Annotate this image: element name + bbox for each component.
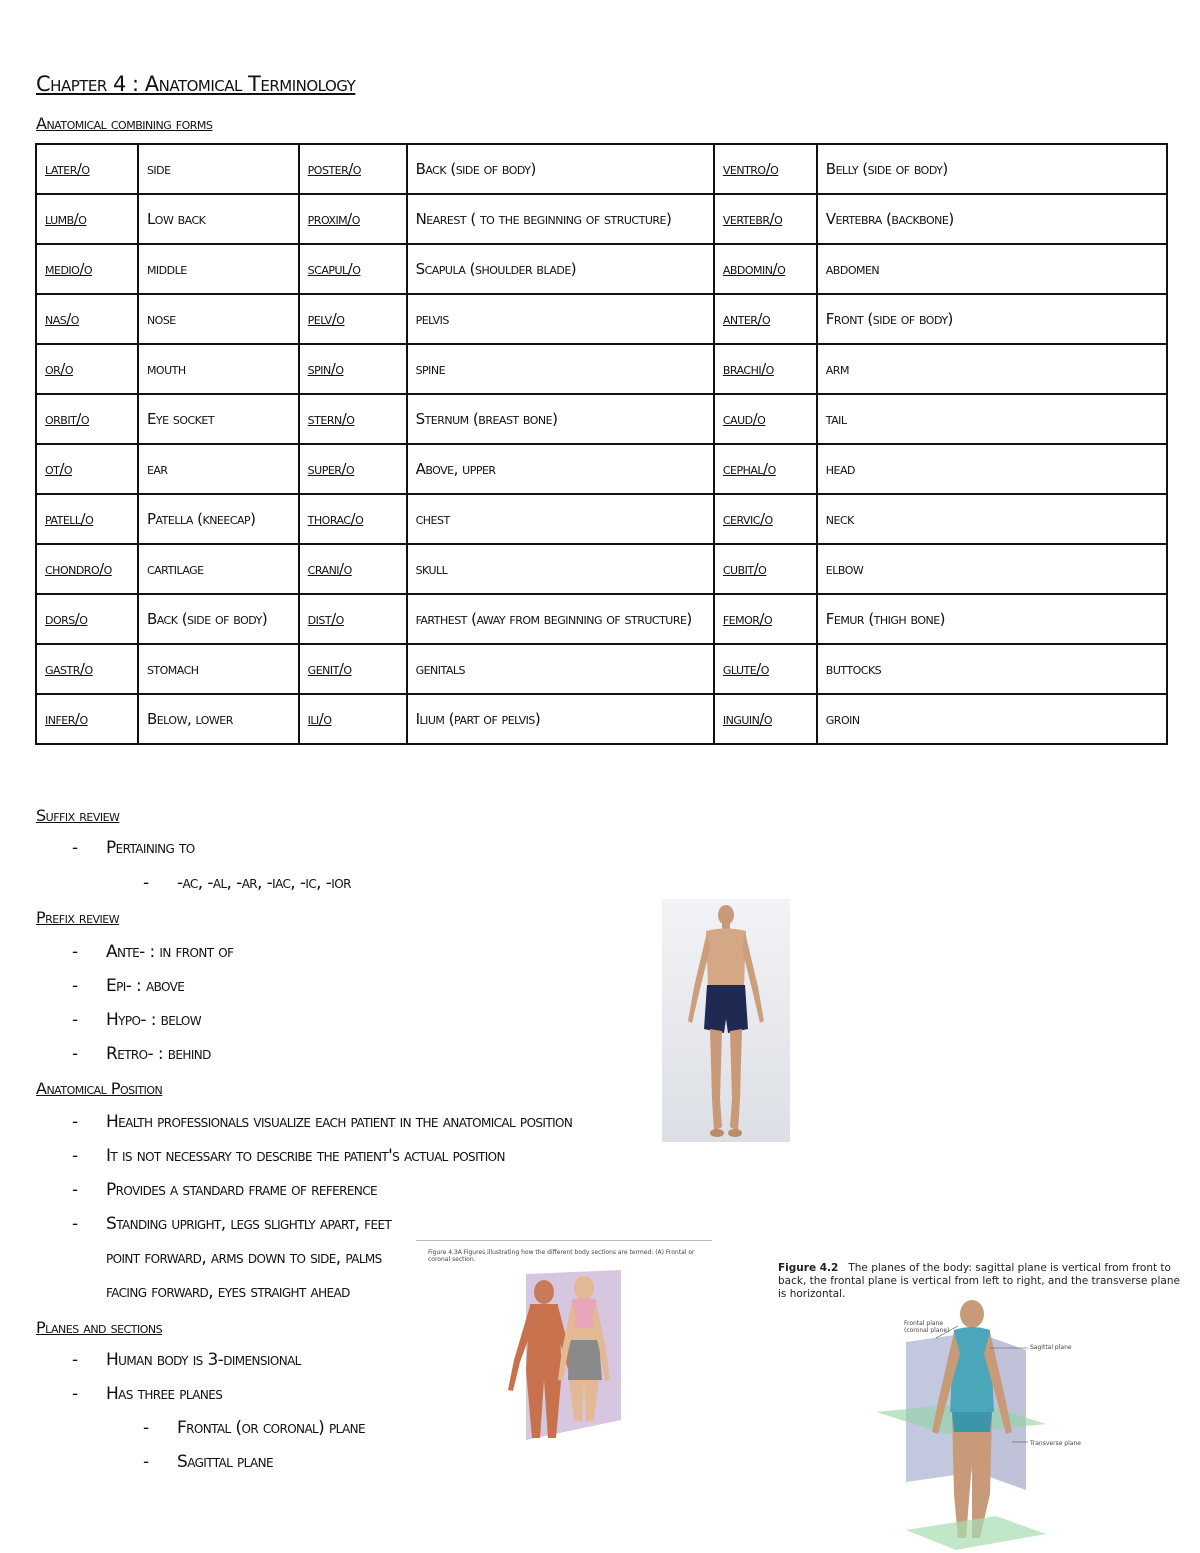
- anatomical-position-photo: [662, 899, 790, 1142]
- combining-form-cell: dors/o: [36, 594, 138, 644]
- combining-form-cell: ili/o: [299, 694, 407, 744]
- meaning-cell: Back (side of body): [138, 594, 299, 644]
- combining-form-cell: infer/o: [36, 694, 138, 744]
- suffix-item: Pertaining to: [106, 838, 195, 858]
- combining-form-cell: inguin/o: [714, 694, 817, 744]
- figure-4-2: [776, 1262, 1190, 1552]
- combining-form-cell: scapul/o: [299, 244, 407, 294]
- combining-form-cell: pelv/o: [299, 294, 407, 344]
- meaning-cell: mouth: [138, 344, 299, 394]
- figure-4-3a-caption: Figure 4.3A Figures illustrating how the different body sections are termed: (A) Frontal or coronal section.: [428, 1249, 695, 1263]
- meaning-cell: abdomen: [817, 244, 1167, 294]
- frontal-section-illustration: [416, 1240, 714, 1455]
- table-row: [36, 344, 1167, 394]
- combining-form-cell: super/o: [299, 444, 407, 494]
- meaning-cell: head: [817, 444, 1167, 494]
- meaning-cell: buttocks: [817, 644, 1167, 694]
- table-row: [36, 694, 1167, 744]
- combining-form-cell: caud/o: [714, 394, 817, 444]
- combining-form-cell: cervic/o: [714, 494, 817, 544]
- meaning-cell: arm: [817, 344, 1167, 394]
- combining-form-cell: lumb/o: [36, 194, 138, 244]
- combining-form-cell: proxim/o: [299, 194, 407, 244]
- table-row: [36, 294, 1167, 344]
- combining-form-cell: poster/o: [299, 144, 407, 194]
- combining-form-cell: anter/o: [714, 294, 817, 344]
- meaning-cell: Ilium (part of pelvis): [407, 694, 714, 744]
- meaning-cell: nose: [138, 294, 299, 344]
- combining-form-cell: patell/o: [36, 494, 138, 544]
- combining-form-cell: genit/o: [299, 644, 407, 694]
- combining-form-cell: glute/o: [714, 644, 817, 694]
- transverse-plane-label: Transverse plane: [1030, 1440, 1081, 1447]
- meaning-cell: side: [138, 144, 299, 194]
- combining-form-cell: ot/o: [36, 444, 138, 494]
- meaning-cell: Front (side of body): [817, 294, 1167, 344]
- combining-form-cell: later/o: [36, 144, 138, 194]
- meaning-cell: farthest (away from beginning of structure): [407, 594, 714, 644]
- table-row: [36, 594, 1167, 644]
- meaning-cell: Femur (thigh bone): [817, 594, 1167, 644]
- combining-forms-table: [35, 143, 1168, 745]
- meaning-cell: Belly (side of body): [817, 144, 1167, 194]
- standing-man-illustration: [662, 899, 790, 1142]
- meaning-cell: stomach: [138, 644, 299, 694]
- sagittal-plane-label: Sagittal plane: [1030, 1344, 1072, 1351]
- meaning-cell: Back (side of body): [407, 144, 714, 194]
- meaning-cell: Sternum (breast bone): [407, 394, 714, 444]
- meaning-cell: Low back: [138, 194, 299, 244]
- combining-form-cell: cephal/o: [714, 444, 817, 494]
- meaning-cell: chest: [407, 494, 714, 544]
- combining-form-cell: medio/o: [36, 244, 138, 294]
- combining-form-cell: crani/o: [299, 544, 407, 594]
- table-row: [36, 194, 1167, 244]
- combining-form-cell: thorac/o: [299, 494, 407, 544]
- meaning-cell: Below, lower: [138, 694, 299, 744]
- suffix-subitem: -ac, -al, -ar, -iac, -ic, -ior: [177, 873, 351, 893]
- table-row: [36, 544, 1167, 594]
- table-row: [36, 444, 1167, 494]
- combining-form-cell: or/o: [36, 344, 138, 394]
- combining-form-cell: chondro/o: [36, 544, 138, 594]
- prefix-review-heading: Prefix review: [36, 908, 120, 927]
- combining-form-cell: dist/o: [299, 594, 407, 644]
- figure-4-2-label: Figure 4.2: [778, 1262, 839, 1274]
- meaning-cell: tail: [817, 394, 1167, 444]
- meaning-cell: spine: [407, 344, 714, 394]
- meaning-cell: groin: [817, 694, 1167, 744]
- combining-form-cell: spin/o: [299, 344, 407, 394]
- combining-form-cell: brachi/o: [714, 344, 817, 394]
- meaning-cell: elbow: [817, 544, 1167, 594]
- table-row: [36, 144, 1167, 194]
- figure-4-3a: [416, 1240, 714, 1455]
- meaning-cell: pelvis: [407, 294, 714, 344]
- combining-form-cell: ventro/o: [714, 144, 817, 194]
- combining-form-cell: nas/o: [36, 294, 138, 344]
- suffix-review-heading: Suffix review: [36, 806, 120, 825]
- combining-form-cell: femor/o: [714, 594, 817, 644]
- table-row: [36, 244, 1167, 294]
- meaning-cell: Eye socket: [138, 394, 299, 444]
- meaning-cell: middle: [138, 244, 299, 294]
- meaning-cell: Scapula (shoulder blade): [407, 244, 714, 294]
- combining-form-cell: cubit/o: [714, 544, 817, 594]
- table-row: [36, 644, 1167, 694]
- meaning-cell: Nearest ( to the beginning of structure): [407, 194, 714, 244]
- page-title: Chapter 4 : Anatomical Terminology: [36, 72, 356, 96]
- meaning-cell: genitals: [407, 644, 714, 694]
- meaning-cell: Above, upper: [407, 444, 714, 494]
- meaning-cell: neck: [817, 494, 1167, 544]
- combining-form-cell: gastr/o: [36, 644, 138, 694]
- table-row: [36, 494, 1167, 544]
- meaning-cell: Patella (kneecap): [138, 494, 299, 544]
- meaning-cell: cartilage: [138, 544, 299, 594]
- body-planes-illustration: [776, 1262, 1190, 1552]
- combining-form-cell: vertebr/o: [714, 194, 817, 244]
- table-row: [36, 394, 1167, 444]
- figure-4-2-caption: Figure 4.2 The planes of the body: sagittal plane is vertical from front to back, the frontal plane is vertical from left to right, and the transverse plane is horizontal.: [778, 1262, 1180, 1300]
- frontal-plane-label: Frontal plane (coronal plane): [904, 1320, 950, 1334]
- anatomical-position-heading: Anatomical Position: [36, 1079, 163, 1098]
- combining-forms-heading: Anatomical combining forms: [36, 114, 213, 133]
- meaning-cell: ear: [138, 444, 299, 494]
- combining-form-cell: stern/o: [299, 394, 407, 444]
- planes-heading: Planes and sections: [36, 1318, 163, 1337]
- meaning-cell: skull: [407, 544, 714, 594]
- combining-form-cell: orbit/o: [36, 394, 138, 444]
- meaning-cell: Vertebra (backbone): [817, 194, 1167, 244]
- combining-form-cell: abdomin/o: [714, 244, 817, 294]
